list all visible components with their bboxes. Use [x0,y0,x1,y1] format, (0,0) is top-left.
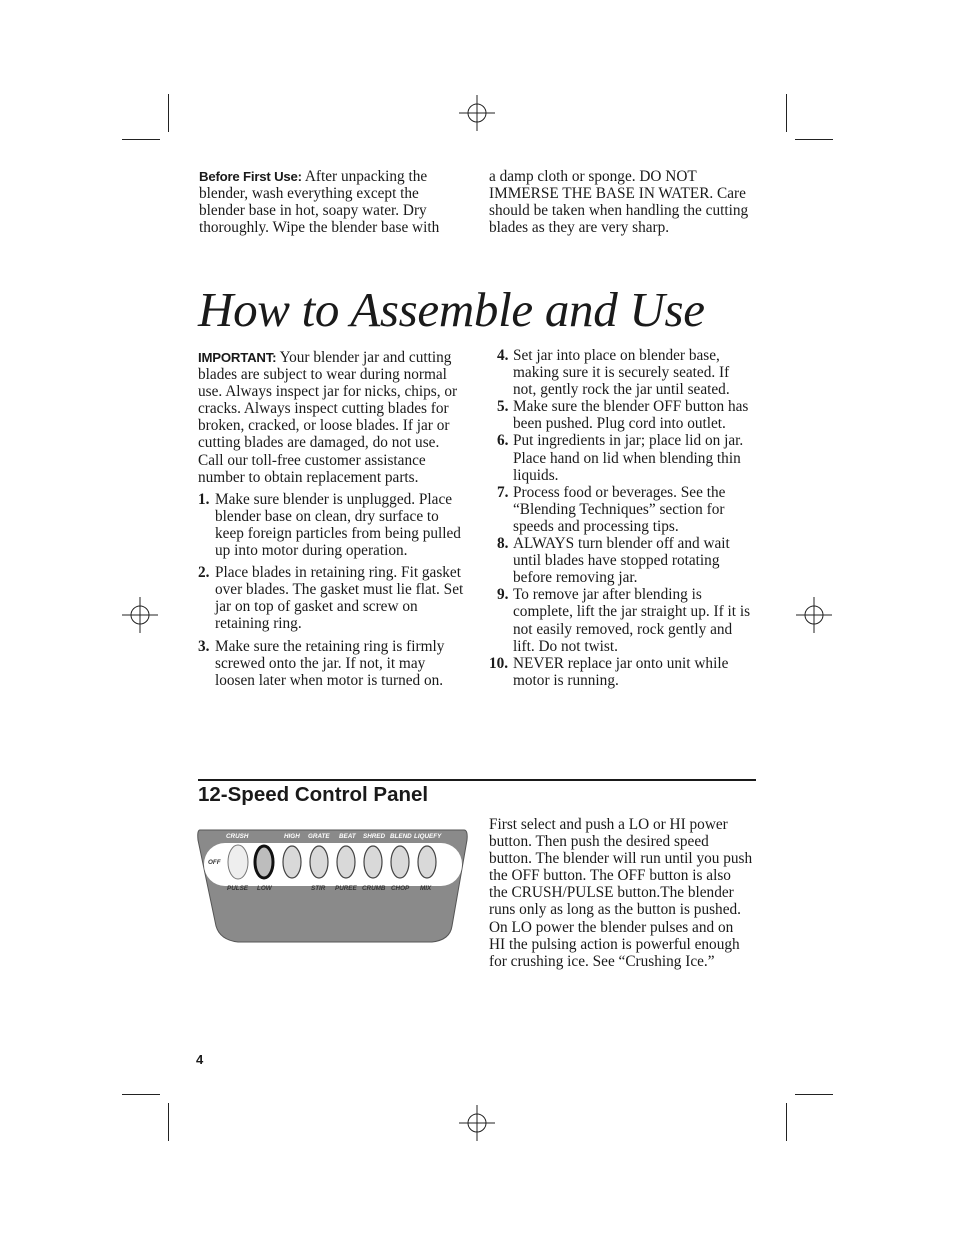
list-item [489,347,753,398]
important-text: Your blender jar and cutting blades are subject to wear during normal use. Always inspect jar for nicks, chips, or cracks. Always inspect cutting blades for broken, cracked, or loose blades. If jar or cutting blades are damaged, do not use. Call our toll-free customer assistance number to obtain replacement parts. [198,349,458,486]
crop-mark [786,1103,787,1141]
step-text: Make sure the blender OFF button has been pushed. Plug cord into outlet. [513,398,749,433]
list-item [198,564,464,632]
list-item [489,655,753,689]
steps-list-left [198,491,464,689]
list-item [489,398,753,432]
label-beat: BEAT [339,833,356,840]
step-number: 6. [497,432,509,450]
low-speed-button[interactable] [255,846,273,878]
list-item [198,491,464,559]
crop-mark [795,1094,833,1095]
page-number: 4 [196,1052,204,1067]
off-crush-pulse-button[interactable] [228,845,248,879]
label-liquefy: LIQUEFY [414,833,442,840]
before-first-use-left [199,168,465,236]
list-item [489,484,753,535]
crop-mark [122,139,160,140]
section-divider [198,779,756,781]
liquefy-mix-button[interactable] [418,846,436,878]
registration-mark-icon [459,95,495,131]
crop-mark [168,1103,169,1141]
step-text: To remove jar after blending is complete, lift the jar straight up. If it is not easily removed, rock gently and lift. Do not twist. [513,586,751,655]
step-number: 1. [198,490,210,508]
label-high: HIGH [284,833,300,840]
control-panel-text: First select and push a LO or HI power button. Then push the desired speed button. The blender will run until you push the OFF button. The OFF button is also the CRUSH/PULSE button.The blender runs only as long as the button is pushed. On LO power the blender pulses and on HI the pulsing action is powerful enough for crushing ice. See “Crushing Ice.” [489,816,753,970]
important-paragraph [198,349,464,486]
registration-mark-icon [459,1105,495,1141]
crop-mark [122,1094,160,1095]
step-text: ALWAYS turn blender off and wait until blades have stopped rotating before removing jar. [513,535,730,587]
blend-chop-button[interactable] [391,846,409,878]
label-off: OFF [208,859,221,866]
step-number: 10. [489,654,509,672]
label-crumb: CRUMB [362,885,386,892]
important-label: IMPORTANT: [198,350,277,365]
label-blend: BLEND [390,833,412,840]
step-number: 5. [497,398,509,416]
grate-stir-button[interactable] [310,846,328,878]
label-chop: CHOP [391,885,410,892]
control-panel-diagram [196,826,468,944]
step-number: 3. [198,637,210,655]
beat-puree-button[interactable] [337,846,355,878]
step-text: Make sure the retaining ring is firmly screwed onto the jar. If not, it may loosen later when motor is turned on. [215,637,445,689]
list-item [489,535,753,586]
step-text: Process food or beverages. See the “Blending Techniques” section for speeds and processing tips. [513,483,726,535]
page-title: How to Assemble and Use [198,282,705,337]
before-first-use-right [489,168,759,236]
step-number: 2. [198,564,210,582]
label-low: LOW [257,885,272,892]
before-first-use-label: Before First Use: [199,169,302,184]
registration-mark-icon [122,597,158,633]
list-item [489,432,753,483]
step-number: 8. [497,535,509,553]
label-grate: GRATE [308,833,330,840]
step-number: 4. [497,347,509,364]
registration-mark-icon [796,597,832,633]
crop-mark [786,94,787,132]
control-panel-description [489,816,753,970]
steps-list-right [489,347,753,689]
left-column [198,349,464,689]
label-stir: STIR [311,885,326,892]
step-text: Place blades in retaining ring. Fit gasket over blades. The gasket must lie flat. Set jar on top of gasket and screw on retaining ring. [215,564,464,633]
list-item [489,586,753,654]
list-item [198,638,464,689]
step-text: Make sure blender is unplugged. Place blender base on clean, dry surface to keep foreign particles from being pulled up into motor during operation. [215,490,461,560]
label-mix: MIX [420,885,432,892]
before-first-use-continued: a damp cloth or sponge. DO NOT IMMERSE THE BASE IN WATER. Care should be taken when handling the cutting blades as they are very sharp. [489,168,749,237]
section-heading: 12-Speed Control Panel [198,783,429,806]
step-number: 9. [497,586,509,604]
right-column [489,347,753,689]
step-text: Put ingredients in jar; place lid on jar. Place hand on lid when blending thin liquids. [513,432,744,484]
crop-mark [168,94,169,132]
shred-crumb-button[interactable] [364,846,382,878]
step-text: Set jar into place on blender base, making sure it is securely seated. If not, gently rock the jar until seated. [513,347,730,399]
label-pulse: PULSE [227,885,248,892]
high-speed-button[interactable] [283,846,301,878]
label-shred: SHRED [363,833,386,840]
before-first-use-text: After unpacking the blender, wash everything except the blender base in hot, soapy water. Dry thoroughly. Wipe the blender base with [199,168,440,237]
step-text: NEVER replace jar onto unit while motor is running. [513,654,729,689]
label-crush: CRUSH [226,833,249,840]
step-number: 7. [497,483,509,501]
label-puree: PUREE [335,885,357,892]
crop-mark [795,139,833,140]
